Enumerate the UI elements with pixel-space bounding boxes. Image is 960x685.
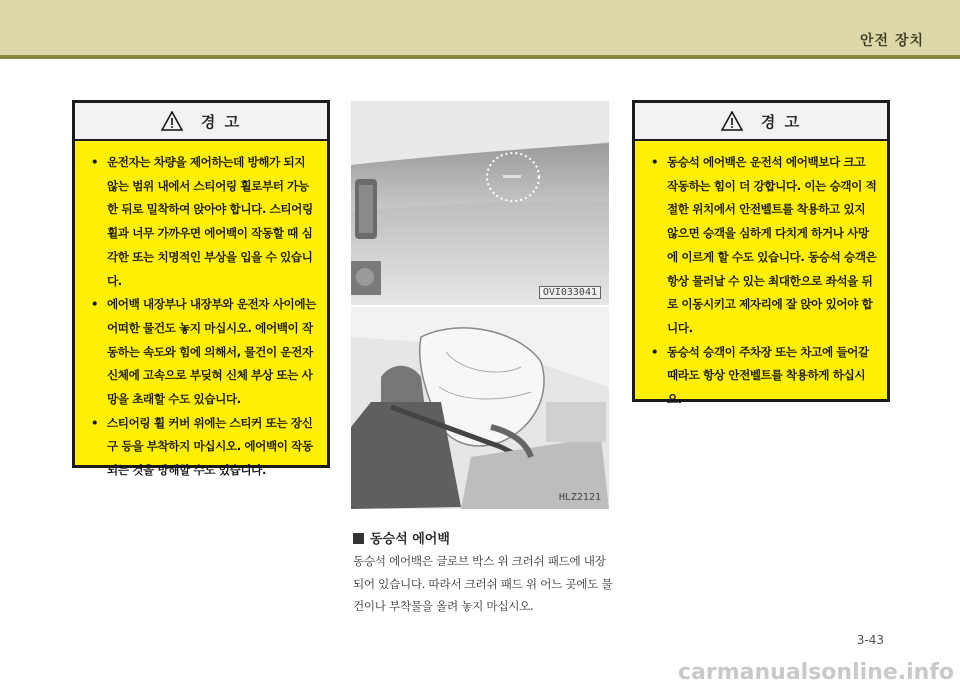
passenger-airbag-body: 동승석 에어백은 글로브 박스 위 크러쉬 패드에 내장되어 있습니다. 따라서 크러쉬 패드 위 어느 곳에도 물건이나 부착물을 올려 놓지 마십시오. (353, 554, 613, 613)
page-number: 3-43 (856, 633, 884, 647)
warning-list (635, 141, 887, 420)
photo-code: HLZ2121 (558, 492, 601, 503)
warning-triangle-icon (721, 111, 743, 131)
warning-title: 경 고 (760, 112, 802, 131)
passenger-airbag-heading (353, 528, 450, 547)
warning-header (635, 103, 887, 141)
heading-text: 동승석 에어백 (370, 532, 450, 547)
warning-item: • 동승석 에어백은 운전석 에어백보다 크고 작동하는 힘이 더 강합니다. 이는 승객이 적절한 위치에서 안전벨트를 착용하고 있지 않으면 승객을 심하게 다치게 하거나 사망에 이르게 할 수도 있습니다. 동승석 승객은 항상 물러날 수 있는 최대한으로 좌석을 뒤로 이동시키고 제자리에 잘 앉아 있어야 합니다. (645, 151, 877, 341)
warning-item: • 스티어링 휠 커버 위에는 스티커 또는 장신구 등을 부착하지 마십시오. 에어백이 작동되는 것을 방해할 수도 있습니다. (85, 412, 317, 483)
warning-box-right (632, 100, 890, 407)
header-divider (0, 55, 960, 59)
section-title: 안전 장치 (860, 33, 924, 49)
warning-item: • 운전자는 차량을 제어하는데 방해가 되지 않는 범위 내에서 스티어링 휠로부터 가능한 뒤로 밀착하여 앉아야 합니다. 스티어링 휠과 너무 가까우면 에어백이 작동할 때 심각한 또는 치명적인 부상을 입을 수 있습니다. (85, 151, 317, 293)
warning-triangle-icon (161, 111, 183, 131)
airbag-illustration (351, 307, 609, 509)
header-band (0, 0, 960, 55)
warning-box-left (72, 100, 330, 478)
watermark: carmanualsonline.info (678, 660, 954, 685)
dashboard-illustration (351, 101, 609, 305)
dashboard-photo (351, 101, 609, 305)
square-bullet-icon (353, 533, 364, 544)
warning-item: • 동승석 승객이 주차장 또는 차고에 들어갈 때라도 항상 안전벨트를 착용하게 하십시오. (645, 341, 877, 412)
warning-list (75, 141, 327, 491)
photo-code: OVI033041 (539, 286, 601, 299)
warning-title: 경 고 (200, 112, 242, 131)
warning-item: • 에어백 내장부나 내장부와 운전자 사이에는 어떠한 물건도 놓지 마십시오. 에어백이 작동하는 속도와 힘에 의해서, 물건이 운전자 신체에 고속으로 부딪혀 신체 부상 또는 사망을 초래할 수도 있습니다. (85, 293, 317, 412)
warning-header (75, 103, 327, 141)
airbag-photo (351, 307, 609, 509)
